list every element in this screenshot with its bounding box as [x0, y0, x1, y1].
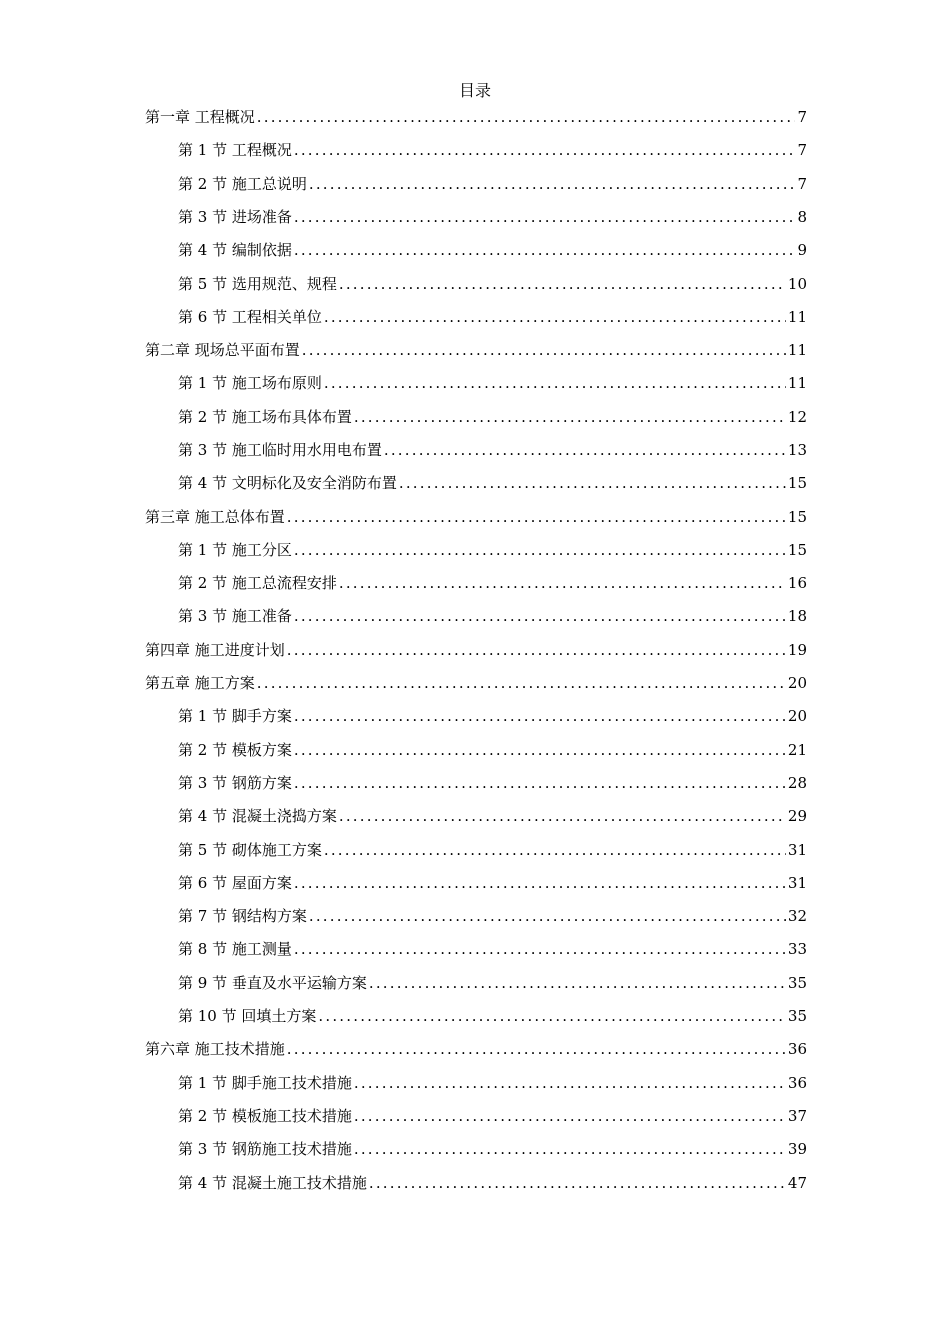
toc-entry-label: 第 3 节 钢筋施工技术措施 [178, 1140, 352, 1158]
toc-page-number: 16 [787, 574, 807, 592]
toc-dot-leader [384, 438, 786, 462]
toc-page-number: 29 [787, 807, 807, 825]
toc-section-entry[interactable] [178, 804, 807, 828]
toc-page-number: 10 [787, 275, 807, 293]
toc-dot-leader [294, 238, 796, 262]
toc-page-number: 33 [787, 940, 807, 958]
toc-entry-label: 第 1 节 施工分区 [178, 541, 292, 559]
toc-entry-label: 第 2 节 施工总流程安排 [178, 574, 337, 592]
toc-dot-leader [287, 1037, 786, 1061]
toc-chapter-entry[interactable] [145, 105, 807, 129]
toc-section-entry[interactable] [178, 571, 807, 595]
toc-section-entry[interactable] [178, 205, 807, 229]
toc-entry-label: 第 2 节 模板方案 [178, 741, 292, 759]
toc-page-number: 7 [797, 141, 807, 159]
toc-dot-leader [294, 937, 786, 961]
toc-page-number: 9 [797, 241, 807, 259]
toc-section-entry[interactable] [178, 405, 807, 429]
toc-section-entry[interactable] [178, 538, 807, 562]
toc-page-number: 47 [787, 1174, 807, 1192]
toc-entry-label: 第二章 现场总平面布置 [145, 341, 300, 359]
toc-page-number: 37 [787, 1107, 807, 1125]
toc-section-entry[interactable] [178, 1004, 807, 1028]
toc-entry-label: 第 5 节 砌体施工方案 [178, 841, 322, 859]
toc-entry-label: 第 2 节 施工总说明 [178, 175, 307, 193]
toc-section-entry[interactable] [178, 1137, 807, 1161]
toc-entry-label: 第 5 节 选用规范、规程 [178, 275, 337, 293]
toc-chapter-entry[interactable] [145, 671, 807, 695]
toc-dot-leader [294, 538, 786, 562]
toc-section-entry[interactable] [178, 738, 807, 762]
toc-page-number: 11 [787, 341, 807, 359]
toc-dot-leader [257, 671, 786, 695]
toc-entry-label: 第 4 节 混凝土浇捣方案 [178, 807, 337, 825]
toc-dot-leader [324, 838, 786, 862]
toc-section-entry[interactable] [178, 937, 807, 961]
toc-page-number: 28 [787, 774, 807, 792]
toc-page-number: 31 [787, 874, 807, 892]
toc-page-number: 32 [787, 907, 807, 925]
toc-section-entry[interactable] [178, 172, 807, 196]
toc-dot-leader [324, 305, 786, 329]
toc-section-entry[interactable] [178, 138, 807, 162]
toc-entry-label: 第 6 节 屋面方案 [178, 874, 292, 892]
toc-entry-label: 第 3 节 施工临时用水用电布置 [178, 441, 382, 459]
toc-dot-leader [294, 704, 786, 728]
toc-dot-leader [369, 1171, 786, 1195]
toc-entry-label: 第六章 施工技术措施 [145, 1040, 285, 1058]
toc-page-number: 20 [787, 707, 807, 725]
toc-entry-label: 第五章 施工方案 [145, 674, 255, 692]
toc-entry-label: 第一章 工程概况 [145, 108, 255, 126]
toc-section-entry[interactable] [178, 771, 807, 795]
toc-entry-label: 第 3 节 施工准备 [178, 607, 292, 625]
toc-section-entry[interactable] [178, 871, 807, 895]
toc-entry-label: 第三章 施工总体布置 [145, 508, 285, 526]
toc-section-entry[interactable] [178, 471, 807, 495]
toc-entry-label: 第 4 节 文明标化及安全消防布置 [178, 474, 397, 492]
toc-entry-label: 第 3 节 进场准备 [178, 208, 292, 226]
toc-page-number: 36 [787, 1040, 807, 1058]
toc-page-number: 19 [787, 641, 807, 659]
toc-entry-label: 第四章 施工进度计划 [145, 641, 285, 659]
toc-section-entry[interactable] [178, 838, 807, 862]
toc-page-number: 11 [787, 374, 807, 392]
toc-entry-label: 第 4 节 混凝土施工技术措施 [178, 1174, 367, 1192]
toc-page-number: 35 [787, 1007, 807, 1025]
toc-dot-leader [294, 205, 796, 229]
toc-entry-label: 第 10 节 回填土方案 [178, 1007, 317, 1025]
toc-dot-leader [309, 172, 796, 196]
toc-entry-label: 第 6 节 工程相关单位 [178, 308, 322, 326]
toc-dot-leader [302, 338, 786, 362]
toc-section-entry[interactable] [178, 371, 807, 395]
toc-dot-leader [339, 571, 786, 595]
toc-dot-leader [294, 771, 786, 795]
toc-dot-leader [294, 138, 796, 162]
toc-dot-leader [354, 1071, 786, 1095]
toc-entry-label: 第 8 节 施工测量 [178, 940, 292, 958]
toc-page-number: 15 [787, 474, 807, 492]
toc-page-number: 7 [797, 175, 807, 193]
toc-section-entry[interactable] [178, 604, 807, 628]
toc-section-entry[interactable] [178, 1071, 807, 1095]
toc-entry-label: 第 7 节 钢结构方案 [178, 907, 307, 925]
toc-page-number: 39 [787, 1140, 807, 1158]
toc-page-number: 15 [787, 541, 807, 559]
toc-section-entry[interactable] [178, 704, 807, 728]
toc-dot-leader [287, 638, 786, 662]
toc-dot-leader [318, 1004, 786, 1028]
toc-page-number: 7 [797, 108, 807, 126]
toc-page-number: 15 [787, 508, 807, 526]
toc-page-number: 31 [787, 841, 807, 859]
toc-dot-leader [339, 804, 786, 828]
toc-entry-label: 第 1 节 脚手施工技术措施 [178, 1074, 352, 1092]
toc-section-entry[interactable] [178, 438, 807, 462]
toc-page-number: 11 [787, 308, 807, 326]
toc-entry-label: 第 2 节 模板施工技术措施 [178, 1107, 352, 1125]
toc-entry-label: 第 1 节 工程概况 [178, 141, 292, 159]
toc-chapter-entry[interactable] [145, 505, 807, 529]
toc-page-number: 18 [787, 607, 807, 625]
toc-page-number: 13 [787, 441, 807, 459]
toc-entry-label: 第 2 节 施工场布具体布置 [178, 408, 352, 426]
toc-page-number: 35 [787, 974, 807, 992]
toc-chapter-entry[interactable] [145, 338, 807, 362]
toc-dot-leader [354, 1137, 786, 1161]
toc-page-number: 12 [787, 408, 807, 426]
toc-dot-leader [294, 604, 786, 628]
toc-dot-leader [399, 471, 786, 495]
toc-page-number: 8 [797, 208, 807, 226]
toc-entry-label: 第 1 节 脚手方案 [178, 707, 292, 725]
toc-section-entry[interactable] [178, 971, 807, 995]
toc-dot-leader [369, 971, 786, 995]
toc-dot-leader [354, 405, 786, 429]
toc-entry-label: 第 9 节 垂直及水平运输方案 [178, 974, 367, 992]
toc-title: 目录 [458, 81, 491, 100]
toc-dot-leader [287, 505, 786, 529]
toc-chapter-entry[interactable] [145, 638, 807, 662]
toc-section-entry[interactable] [178, 1171, 807, 1195]
toc-page-number: 36 [787, 1074, 807, 1092]
toc-dot-leader [354, 1104, 786, 1128]
toc-page-number: 20 [787, 674, 807, 692]
toc-entry-label: 第 3 节 钢筋方案 [178, 774, 292, 792]
toc-section-entry[interactable] [178, 272, 807, 296]
toc-dot-leader [257, 105, 796, 129]
toc-dot-leader [294, 738, 786, 762]
toc-dot-leader [339, 272, 786, 296]
toc-page-number: 21 [787, 741, 807, 759]
toc-section-entry[interactable] [178, 904, 807, 928]
toc-dot-leader [324, 371, 786, 395]
toc-section-entry[interactable] [178, 1104, 807, 1128]
toc-chapter-entry[interactable] [145, 1037, 807, 1061]
toc-dot-leader [294, 871, 786, 895]
toc-entry-label: 第 1 节 施工场布原则 [178, 374, 322, 392]
toc-section-entry[interactable] [178, 305, 807, 329]
toc-entry-label: 第 4 节 编制依据 [178, 241, 292, 259]
toc-section-entry[interactable] [178, 238, 807, 262]
toc-dot-leader [309, 904, 786, 928]
